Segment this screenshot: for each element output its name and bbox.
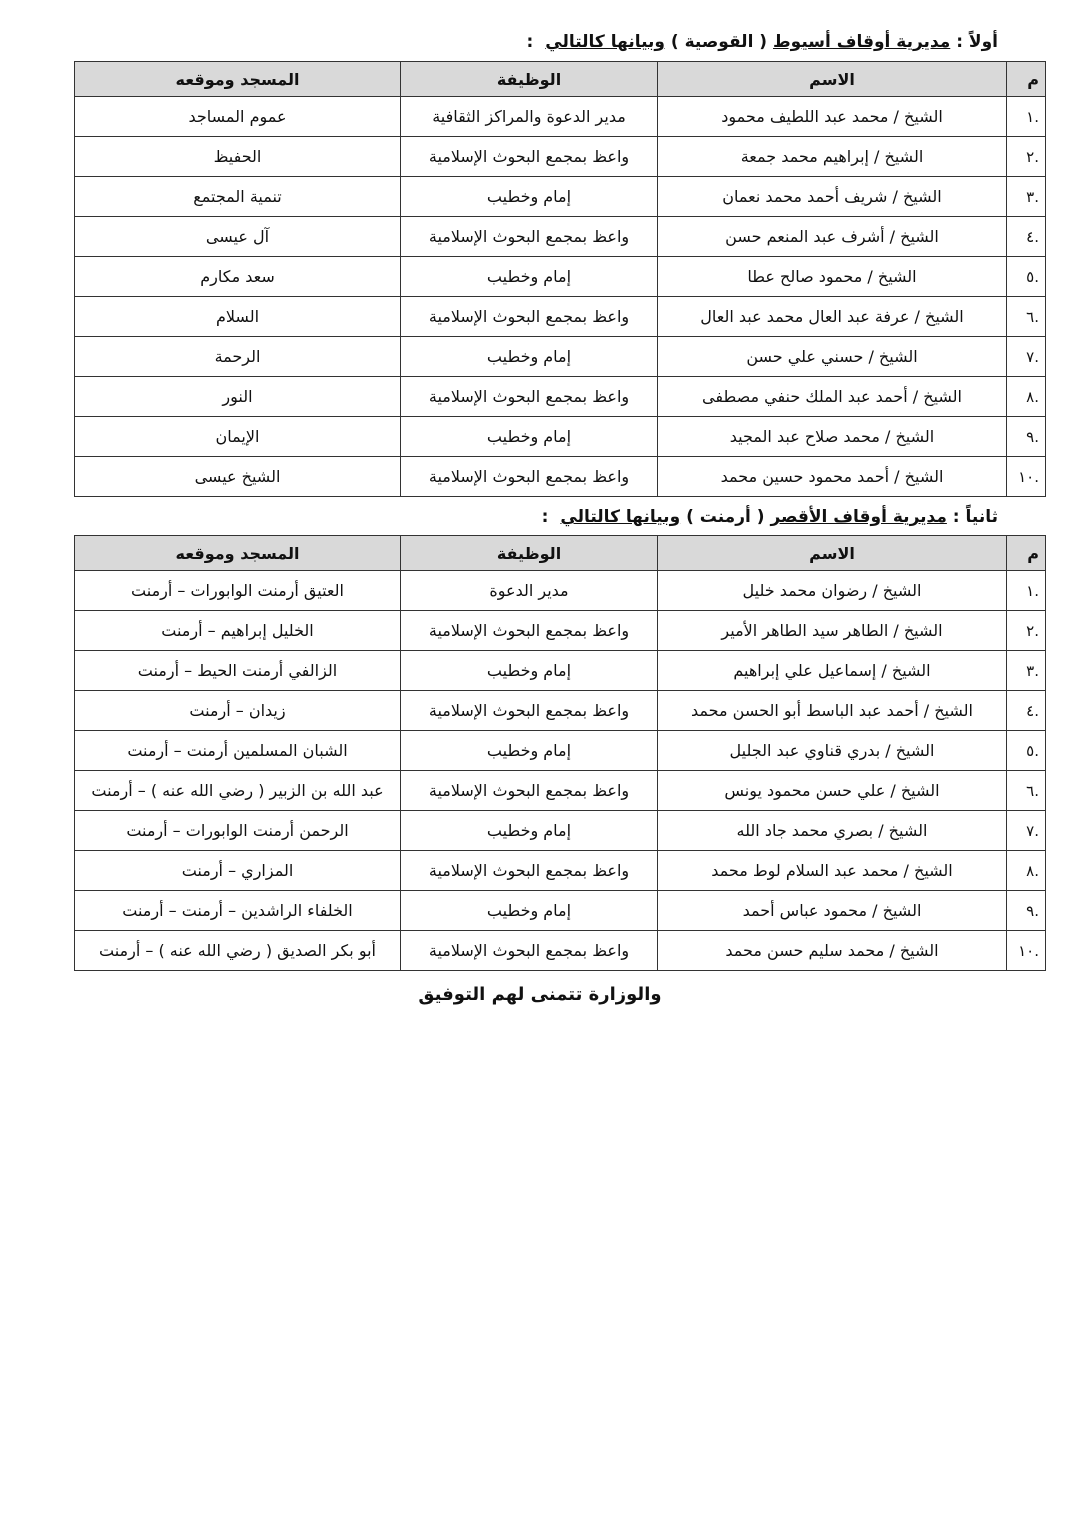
row-num: .٤ (1007, 691, 1046, 731)
row-mosque: الخليل إبراهيم – أرمنت (75, 611, 401, 651)
section-colon: : (541, 507, 549, 527)
row-job: واعظ بمجمع البحوث الإسلامية (401, 851, 658, 891)
header-job: الوظيفة (401, 62, 658, 97)
row-job: واعظ بمجمع البحوث الإسلامية (401, 217, 658, 257)
table-row (75, 651, 1046, 691)
row-num: .٨ (1007, 851, 1046, 891)
row-job: واعظ بمجمع البحوث الإسلامية (401, 457, 658, 497)
row-job: واعظ بمجمع البحوث الإسلامية (401, 377, 658, 417)
roster-table-luxor (74, 535, 1046, 971)
row-mosque: تنمية المجتمع (75, 177, 401, 217)
row-name: الشيخ / عرفة عبد العال محمد عبد العال (658, 297, 1007, 337)
row-name: الشيخ / الطاهر سيد الطاهر الأمير (658, 611, 1007, 651)
row-num: .٢ (1007, 611, 1046, 651)
row-name: الشيخ / حسني علي حسن (658, 337, 1007, 377)
table-row (75, 571, 1046, 611)
row-job: إمام وخطيب (401, 337, 658, 377)
row-job: واعظ بمجمع البحوث الإسلامية (401, 297, 658, 337)
row-name: الشيخ / إبراهيم محمد جمعة (658, 137, 1007, 177)
row-mosque: زيدان – أرمنت (75, 691, 401, 731)
table-header-row (75, 62, 1046, 97)
section-ordinal: ثانياً : (952, 507, 998, 527)
row-mosque: الزالفي أرمنت الحيط – أرمنت (75, 651, 401, 691)
row-num: .٧ (1007, 811, 1046, 851)
table-header-row (75, 536, 1046, 571)
closing-line: والوزارة تتمنى لهم التوفيق (418, 984, 662, 1005)
row-mosque: الإيمان (75, 417, 401, 457)
row-job: واعظ بمجمع البحوث الإسلامية (401, 771, 658, 811)
row-mosque: عبد الله بن الزبير ( رضي الله عنه ) – أرمنت (75, 771, 401, 811)
row-job: مدير الدعوة (401, 571, 658, 611)
table-row (75, 177, 1046, 217)
table-row (75, 811, 1046, 851)
row-mosque: الشبان المسلمين أرمنت – أرمنت (75, 731, 401, 771)
section-heading-1 (527, 32, 998, 52)
table-row (75, 417, 1046, 457)
row-name: الشيخ / محمود عباس أحمد (658, 891, 1007, 931)
row-num: .٤ (1007, 217, 1046, 257)
table-row (75, 851, 1046, 891)
row-num: .١٠ (1007, 457, 1046, 497)
section-directorate: مديرية أوقاف الأقصر (770, 507, 947, 527)
row-mosque: عموم المساجد (75, 97, 401, 137)
table-row (75, 297, 1046, 337)
row-mosque: الرحمن أرمنت الوابورات – أرمنت (75, 811, 401, 851)
row-name: الشيخ / محمد عبد السلام لوط محمد (658, 851, 1007, 891)
row-num: .٣ (1007, 651, 1046, 691)
row-name: الشيخ / بدري قناوي عبد الجليل (658, 731, 1007, 771)
row-job: إمام وخطيب (401, 417, 658, 457)
section-colon: : (526, 32, 534, 52)
row-num: .٦ (1007, 297, 1046, 337)
row-mosque: أبو بكر الصديق ( رضي الله عنه ) – أرمنت (75, 931, 401, 971)
header-name: الاسم (658, 536, 1007, 571)
row-name: الشيخ / أحمد محمود حسين محمد (658, 457, 1007, 497)
row-mosque: الشيخ عيسى (75, 457, 401, 497)
table-row (75, 891, 1046, 931)
row-name: الشيخ / محمد صلاح عبد المجيد (658, 417, 1007, 457)
table-row (75, 691, 1046, 731)
row-job: واعظ بمجمع البحوث الإسلامية (401, 137, 658, 177)
header-mosque: المسجد وموقعه (75, 536, 401, 571)
row-job: إمام وخطيب (401, 811, 658, 851)
row-name: الشيخ / أحمد عبد الملك حنفي مصطفى (658, 377, 1007, 417)
row-name: الشيخ / علي حسن محمود يونس (658, 771, 1007, 811)
row-job: إمام وخطيب (401, 891, 658, 931)
row-num: .٥ (1007, 257, 1046, 297)
table-row (75, 457, 1046, 497)
row-num: .٣ (1007, 177, 1046, 217)
row-name: الشيخ / أحمد عبد الباسط أبو الحسن محمد (658, 691, 1007, 731)
section-ordinal: أولاً : (956, 32, 998, 52)
row-name: الشيخ / بصري محمد جاد الله (658, 811, 1007, 851)
row-mosque: سعد مكارم (75, 257, 401, 297)
section-heading-2 (542, 507, 998, 527)
row-name: الشيخ / رضوان محمد خليل (658, 571, 1007, 611)
row-num: .٨ (1007, 377, 1046, 417)
row-num: .١ (1007, 571, 1046, 611)
header-job: الوظيفة (401, 536, 658, 571)
table-row (75, 257, 1046, 297)
table-row (75, 97, 1046, 137)
row-num: .١٠ (1007, 931, 1046, 971)
row-name: الشيخ / أشرف عبد المنعم حسن (658, 217, 1007, 257)
header-name: الاسم (658, 62, 1007, 97)
roster-table-asyut (74, 61, 1046, 497)
row-job: مدير الدعوة والمراكز الثقافية (401, 97, 658, 137)
table-row (75, 771, 1046, 811)
section-tail: وبيانها كالتالي (545, 32, 665, 52)
table-row (75, 931, 1046, 971)
row-mosque: آل عيسى (75, 217, 401, 257)
header-num: م (1007, 62, 1046, 97)
row-job: إمام وخطيب (401, 257, 658, 297)
row-mosque: الحفيظ (75, 137, 401, 177)
row-name: الشيخ / شريف أحمد محمد نعمان (658, 177, 1007, 217)
row-job: إمام وخطيب (401, 177, 658, 217)
table-row (75, 377, 1046, 417)
row-num: .٧ (1007, 337, 1046, 377)
row-num: .٩ (1007, 891, 1046, 931)
section-tail: وبيانها كالتالي (560, 507, 681, 527)
table-row (75, 611, 1046, 651)
header-mosque: المسجد وموقعه (75, 62, 401, 97)
row-job: واعظ بمجمع البحوث الإسلامية (401, 691, 658, 731)
row-name: الشيخ / محمود صالح عطا (658, 257, 1007, 297)
row-num: .٥ (1007, 731, 1046, 771)
row-mosque: الرحمة (75, 337, 401, 377)
row-name: الشيخ / محمد سليم حسن محمد (658, 931, 1007, 971)
table-row (75, 137, 1046, 177)
row-job: واعظ بمجمع البحوث الإسلامية (401, 611, 658, 651)
row-mosque: الخلفاء الراشدين – أرمنت – أرمنت (75, 891, 401, 931)
table-row (75, 731, 1046, 771)
row-num: .٢ (1007, 137, 1046, 177)
row-job: إمام وخطيب (401, 731, 658, 771)
row-mosque: العتيق أرمنت الوابورات – أرمنت (75, 571, 401, 611)
section-district: ( أرمنت ) (686, 507, 765, 527)
table-row (75, 217, 1046, 257)
section-directorate: مديرية أوقاف أسيوط (773, 32, 951, 52)
row-num: .٩ (1007, 417, 1046, 457)
row-mosque: النور (75, 377, 401, 417)
row-num: .١ (1007, 97, 1046, 137)
section-district: ( القوصية ) (670, 32, 768, 52)
row-name: الشيخ / إسماعيل علي إبراهيم (658, 651, 1007, 691)
header-num: م (1007, 536, 1046, 571)
table-row (75, 337, 1046, 377)
row-mosque: السلام (75, 297, 401, 337)
row-name: الشيخ / محمد عبد اللطيف محمود (658, 97, 1007, 137)
row-job: واعظ بمجمع البحوث الإسلامية (401, 931, 658, 971)
row-num: .٦ (1007, 771, 1046, 811)
row-mosque: المزاري – أرمنت (75, 851, 401, 891)
row-job: إمام وخطيب (401, 651, 658, 691)
